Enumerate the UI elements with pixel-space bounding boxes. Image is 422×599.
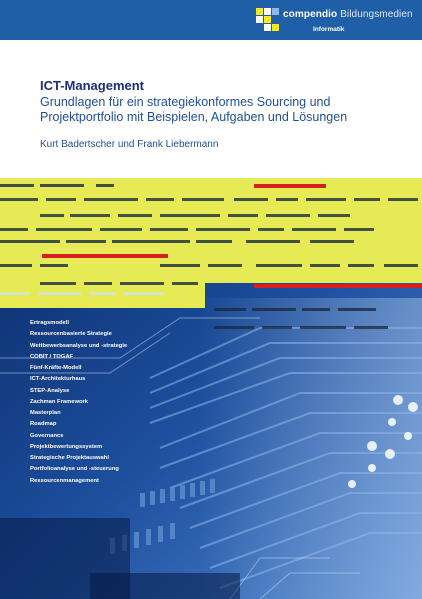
- subject-category: Informatik: [313, 26, 345, 33]
- keyword-item: Governance: [30, 432, 64, 439]
- keyword-item: Ressourcenbasierte Strategie: [30, 331, 112, 338]
- keyword-item: Roadmap: [30, 421, 57, 428]
- keyword-item: COBIT / TOGAF: [30, 353, 74, 360]
- book-authors: Kurt Badertscher und Frank Liebermann: [40, 139, 219, 150]
- keyword-item: Ertragsmodell: [30, 320, 69, 326]
- keyword-item: Fünf-Kräfte-Modell: [30, 365, 82, 371]
- keyword-item: Ressourcenmanagement: [30, 477, 99, 484]
- keyword-item: Masterplan: [30, 410, 61, 416]
- book-subtitle: Grundlagen für ein strategiekonformes Sourcing und Projektportfolio mit Beispielen, Aufgaben und Lösungen: [40, 95, 348, 124]
- publisher-bar: [0, 0, 422, 40]
- keyword-item: Zachman Framework: [30, 398, 88, 405]
- publisher-logo-icon: [256, 8, 280, 32]
- keyword-list: [30, 318, 150, 487]
- keyword-item: STEP-Analyse: [30, 387, 70, 394]
- publisher-name: compendio Bildungsmedien: [283, 9, 413, 20]
- book-title: ICT-Management: [40, 78, 145, 93]
- keyword-item: Strategische Projektauswahl: [30, 455, 109, 461]
- keyword-item: Portfolioanalyse und -steuerung: [30, 466, 119, 473]
- keyword-item: Projektbewertungssystem: [30, 443, 103, 450]
- keyword-item: Wettbewerbsanalyse und -strategie: [30, 342, 128, 349]
- keyword-item: ICT-Architekturhaus: [30, 376, 86, 383]
